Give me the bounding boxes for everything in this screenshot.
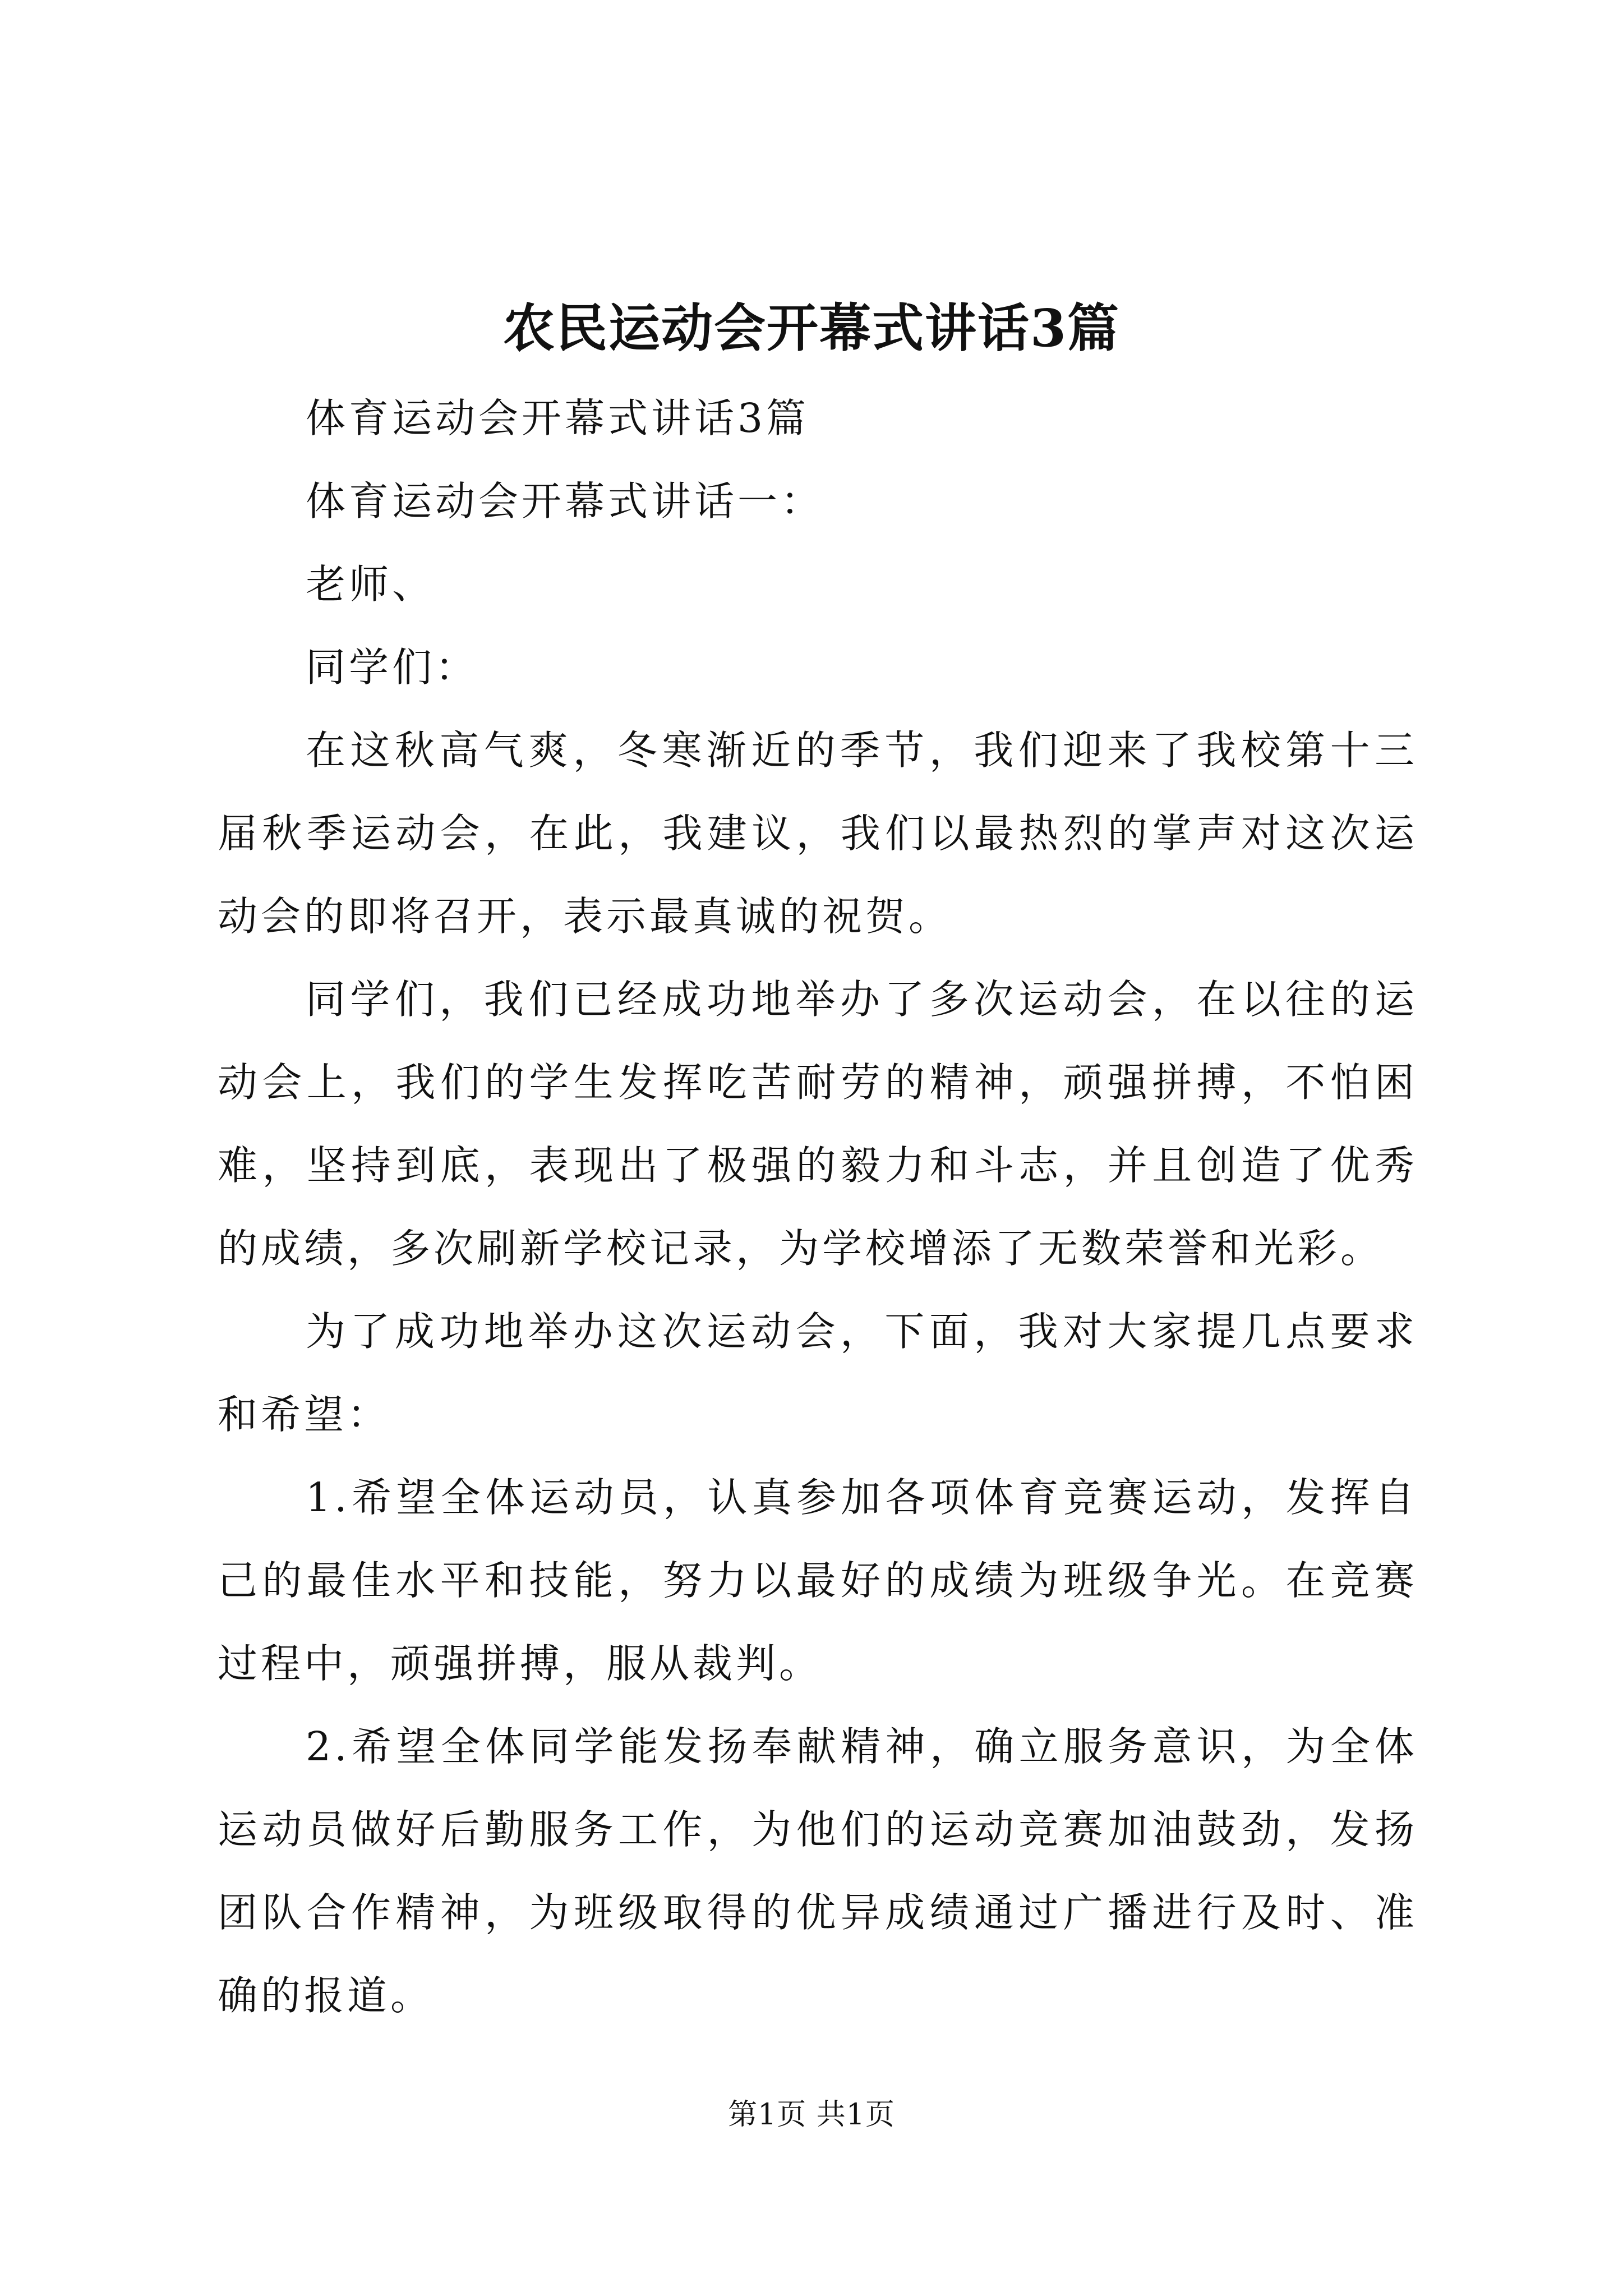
paragraph-speech-heading: 体育运动会开幕式讲话一： (306, 478, 824, 524)
paragraph-salutation-students: 同学们： (306, 644, 479, 691)
paragraph-requirements-intro: 为了成功地举办这次运动会，下面，我对大家提几点要求和希望： (218, 1308, 1418, 1438)
document-body (218, 377, 1418, 2037)
document-title: 农民运动会开幕式讲话3篇 (502, 298, 1120, 358)
paragraph-past-achievements: 同学们，我们已经成功地举办了多次运动会，在以往的运动会上，我们的学生发挥吃苦耐劳的精神，顽强拼搏，不怕困难，坚持到底，表现出了极强的毅力和斗志，并且创造了优秀的成绩，多次刷新学校记录，为学校增添了无数荣誉和光彩。 (218, 976, 1418, 1272)
paragraph-salutation-teachers: 老师、 (306, 561, 436, 608)
paragraph-requirement-2: 2.希望全体同学能发扬奉献精神，确立服务意识，为全体运动员做好后勤服务工作，为他们的运动竞赛加油鼓劲，发扬团队合作精神，为班级取得的优异成绩通过广播进行及时、准确的报道。 (218, 1723, 1418, 2019)
page-footer: 第1页 共1页 (728, 2098, 895, 2132)
paragraph-requirement-1: 1.希望全体运动员，认真参加各项体育竞赛运动，发挥自己的最佳水平和技能，努力以最好的成绩为班级争光。在竞赛过程中，顽强拼搏，服从裁判。 (218, 1474, 1418, 1687)
paragraph-opening: 在这秋高气爽，冬寒渐近的季节，我们迎来了我校第十三届秋季运动会，在此，我建议，我们以最热烈的掌声对这次运动会的即将召开，表示最真诚的祝贺。 (218, 727, 1418, 940)
paragraph-subtitle: 体育运动会开幕式讲话3篇 (306, 395, 810, 441)
